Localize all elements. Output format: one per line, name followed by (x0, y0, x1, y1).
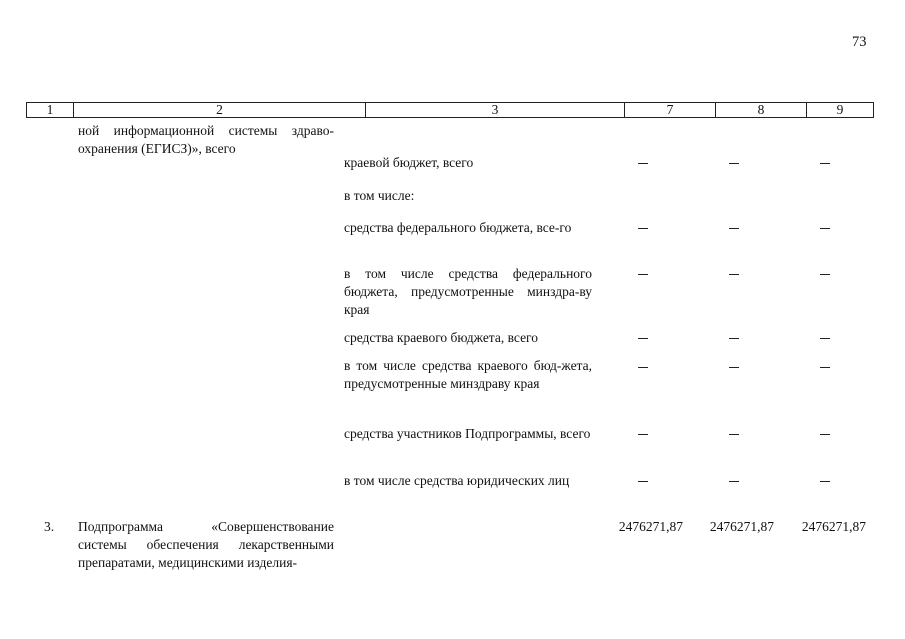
value-dash-col8 (729, 434, 739, 435)
section-number: 3. (44, 519, 55, 534)
value-dash-col8 (729, 338, 739, 339)
value-dash-col9 (820, 338, 830, 339)
table-header (26, 102, 874, 118)
row-label: в том числе средства юридических лиц (344, 473, 570, 488)
value-dash-col9 (820, 163, 830, 164)
value-dash-col9 (820, 274, 830, 275)
value-dash-col8 (729, 481, 739, 482)
value-dash-col9 (820, 228, 830, 229)
page-number: 73 (852, 34, 867, 50)
value-dash-col9 (820, 434, 830, 435)
value-dash-col7 (638, 434, 648, 435)
header-col-3: 3 (366, 103, 625, 117)
header-col-9: 9 (836, 102, 844, 117)
value-dash-col7 (638, 481, 648, 482)
continued-item-name: ной информационной системы здраво-охранения (ЕГИСЗ)», всего (78, 123, 334, 156)
value-dash-col8 (729, 228, 739, 229)
value-dash-col7 (638, 338, 648, 339)
section-value-col9: 2476271,87 (801, 519, 866, 534)
header-col-8: 8 (716, 103, 807, 117)
value-dash-col8 (729, 163, 739, 164)
section-value-col7: 2476271,87 (618, 519, 683, 534)
row-label: в том числе средства краевого бюд-жета, предусмотренные минздраву края (344, 358, 592, 391)
header-col-2: 2 (74, 103, 366, 117)
section-value-col8: 2476271,87 (709, 519, 774, 534)
row-label: средства участников Подпрограммы, всего (344, 426, 591, 441)
header-col-1: 1 (27, 103, 74, 117)
value-dash-col8 (729, 274, 739, 275)
row-label: в том числе: (344, 188, 415, 203)
row-label: в том числе средства федерального бюджета, предусмотренные минздра-ву края (344, 266, 592, 317)
row-label: краевой бюджет, всего (344, 155, 474, 170)
value-dash-col8 (729, 367, 739, 368)
row-label: средства краевого бюджета, всего (344, 330, 539, 345)
value-dash-col9 (820, 481, 830, 482)
value-dash-col9 (820, 367, 830, 368)
value-dash-col7 (638, 367, 648, 368)
value-dash-col7 (638, 163, 648, 164)
header-col-7: 7 (625, 103, 716, 117)
value-dash-col7 (638, 274, 648, 275)
section-title: Подпрограмма «Совершенствование системы обеспечения лекарственными препаратами, медицинскими изделия- (78, 519, 334, 570)
value-dash-col7 (638, 228, 648, 229)
row-label: средства федерального бюджета, все-го (344, 220, 572, 235)
